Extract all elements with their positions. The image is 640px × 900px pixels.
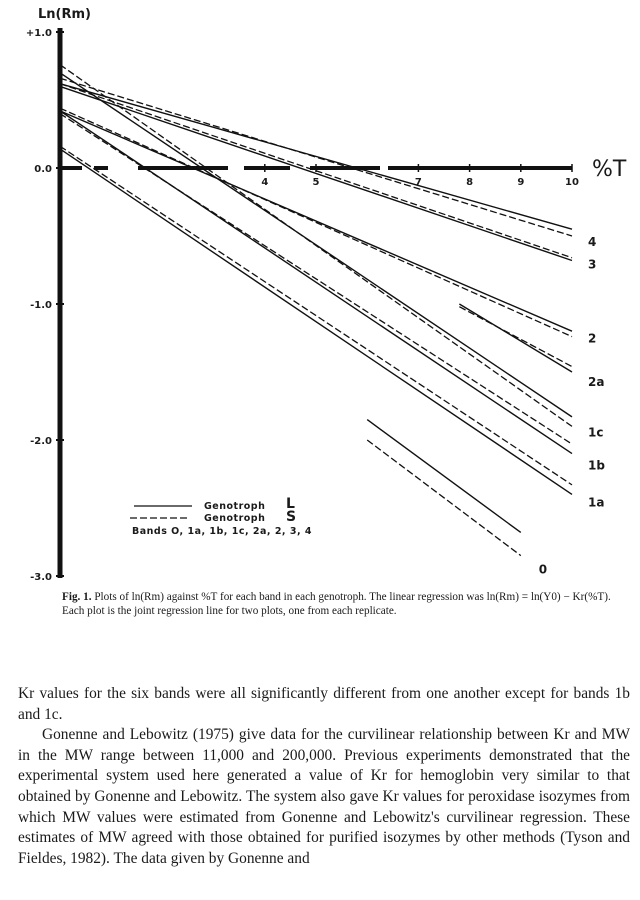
band-label-0: 0	[538, 562, 548, 577]
band-label-4: 4	[588, 235, 597, 249]
series-line-2-genotroph-s	[60, 108, 572, 336]
series-line-0-genotroph-s	[367, 440, 521, 556]
x-tick-label: 9	[517, 177, 525, 188]
body-paragraph-1: Kr values for the six bands were all significantly different from one another except for bands 1b and 1c.	[18, 685, 630, 723]
body-paragraph-2: Gonenne and Lebowitz (1975) give data for the curvilinear relationship between Kr and MW in the MW range between 11,000 and 200,000. Previous experiments demonstrated that the experimental system used here generated a value of Kr for hemoglobin very similar to that obtained by Gonenne and Lebowitz. The system also gave Kr values for peroxidase isozymes from which MW values were estimated from Gonenne and Lebowitz's curvilinear regression. These estimates of MW agreed with those obtained for purified isozymes by other methods (Tyson and Fieldes, 1982). The data given by Gonenne and	[18, 726, 630, 867]
series-line-1a-genotroph-s	[60, 146, 572, 485]
series-line-1b-genotroph-l	[60, 111, 572, 454]
series-line-1c-genotroph-s	[60, 65, 572, 427]
y-tick-label: -3.0	[30, 572, 52, 583]
x-axis-label: %T	[592, 157, 627, 182]
y-axis-label: Ln(Rm)	[38, 7, 91, 22]
legend-letter-s: S	[286, 509, 297, 525]
series-line-3-genotroph-l	[60, 86, 572, 260]
band-label-1c: 1c	[588, 425, 604, 440]
legend-genotroph-s: Genotroph	[204, 513, 266, 524]
y-tick-label: -2.0	[30, 436, 52, 447]
series-line-3-genotroph-s	[60, 84, 572, 258]
series-line-2a-genotroph-l	[459, 304, 572, 372]
series-lines	[60, 65, 572, 556]
caption-figure-label: Fig. 1.	[62, 591, 92, 603]
series-line-1a-genotroph-l	[60, 149, 572, 494]
band-labels	[539, 235, 606, 577]
x-tick-label: 7	[414, 177, 422, 188]
band-label-2: 2	[588, 331, 597, 346]
legend-bands: Bands O, 1a, 1b, 1c, 2a, 2, 3, 4	[132, 526, 312, 537]
x-tick-label: 10	[565, 177, 579, 188]
band-label-1a: 1a	[588, 495, 605, 510]
y-tick-label: -1.0	[30, 300, 52, 311]
figure-caption	[62, 590, 632, 618]
x-tick-label: 8	[466, 177, 474, 188]
x-tick-label: 4	[261, 177, 269, 188]
series-line-4-genotroph-s	[60, 78, 572, 236]
band-label-3: 3	[588, 257, 597, 272]
x-tick-label: 5	[312, 177, 320, 188]
body-text	[18, 684, 630, 869]
series-line-2-genotroph-l	[60, 111, 572, 331]
legend-letter-l: L	[286, 496, 295, 512]
band-label-1b: 1b	[588, 458, 605, 473]
series-line-4-genotroph-l	[60, 84, 572, 230]
series-line-2a-genotroph-s	[459, 307, 572, 367]
legend-genotroph-l: Genotroph	[204, 501, 266, 512]
y-tick-label: 0.0	[34, 164, 52, 175]
y-tick-label: +1.0	[25, 28, 52, 39]
series-line-1b-genotroph-s	[60, 114, 572, 444]
legend	[130, 496, 312, 537]
caption-text: Plots of ln(Rm) against %T for each band in each genotroph. The linear regression was ln(Rm) = ln(Y0) − Kr(%T). Each plot is the joint regression line for two plots, one from each replicate.	[62, 591, 611, 617]
band-label-2a: 2a	[588, 375, 605, 389]
